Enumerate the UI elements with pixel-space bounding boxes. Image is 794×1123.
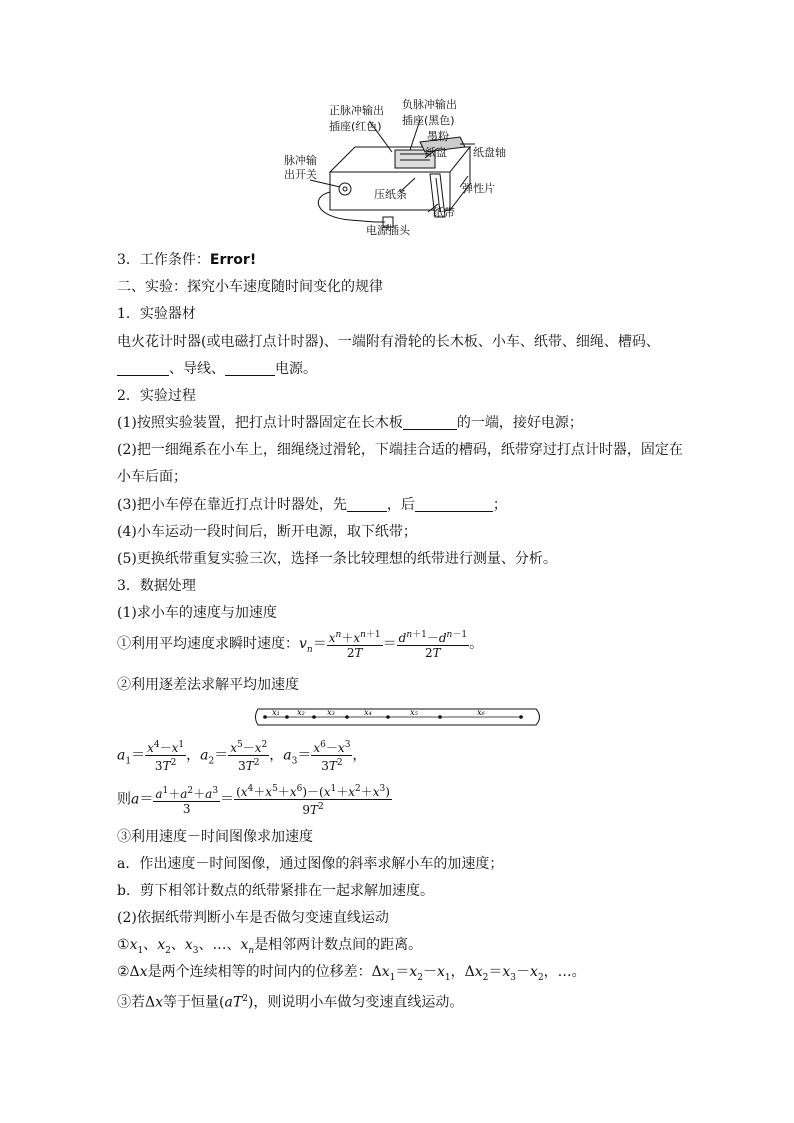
tape-x4: x₄ [364, 708, 372, 717]
heading-procedure: 2．实验过程 [117, 388, 196, 404]
procedure-3b: ，后 [386, 497, 415, 513]
label-paper-disc: 纸盘 [425, 146, 447, 159]
tape-x3: x₃ [327, 708, 335, 717]
data-2-item2-text: 是两个连续相等的时间内的位移差： [147, 964, 372, 980]
data-method-3: ③利用速度－时间图像求加速度 [117, 829, 313, 845]
label-plug: 电源插头 [366, 224, 410, 237]
blank-5[interactable] [415, 497, 493, 512]
average-acceleration-formula: 则a＝ $\frac{a^1+a^2+a^3}{3}$ ＝ $\frac{(x^4+x^5+x^6)-(x^1+x^2+x^3)}{9T^2}$ [117, 784, 390, 817]
work-condition-line [117, 251, 256, 269]
tape-strip [253, 706, 543, 728]
blank-2[interactable] [225, 361, 275, 376]
velocity-formula-label: ①利用平均速度求瞬时速度： [117, 636, 299, 652]
velocity-formula: ①利用平均速度求瞬时速度：$v_n=$ $\frac{x^n+x^{n+1}}{2T}$ ＝ $\frac{d^{n+1}-d^{n-1}}{2T}$ 。 [117, 630, 484, 660]
acceleration-formulas: $a_1=$ $\frac{x^4-x^1}{3T^2}$ ，$a_2=$ $\frac{x^5-x^2}{3T^2}$ ，$a_3=$ $\frac{x^6-x^3}{3T^2}$ ， [117, 740, 367, 773]
data-2: (2)依据纸带判断小车是否做匀变速直线运动 [117, 910, 389, 926]
procedure-5: (5)更换纸带重复实验三次，选择一条比较理想的纸带进行测量、分析。 [117, 551, 557, 567]
procedure-4: (4)小车运动一段时间后，断开电源，取下纸带； [117, 524, 417, 540]
equipment-text-2 [117, 360, 317, 378]
procedure-1a: (1)按照实验装置，把打点计时器固定在长木板 [117, 415, 403, 431]
equipment-wire: 、导线、 [169, 361, 225, 377]
label-disc-axis: 纸盘轴 [473, 146, 506, 159]
label-pos-out-2: 插座(红色) [329, 120, 382, 133]
work-condition-label: 3．工作条件： [117, 252, 210, 268]
tape-x6: x₆ [477, 708, 485, 717]
data-2-item3b: 等于恒量( [163, 994, 225, 1011]
data-2-item3a: ③若Δ [117, 994, 156, 1011]
procedure-2b: 小车后面； [117, 469, 187, 485]
data-method-3a: a．作出速度－时间图像，通过图像的斜率求解小车的加速度； [117, 856, 504, 872]
data-2-item3c: )，则说明小车做匀变速直线运动。 [247, 994, 464, 1011]
tape-x2: x₂ [297, 708, 305, 717]
heading-equipment: 1．实验器材 [117, 306, 196, 322]
procedure-1 [117, 414, 583, 432]
blank-1[interactable] [117, 361, 169, 376]
data-2-item3: ③若Δx等于恒量$(aT^2)$，则说明小车做匀变速直线运动。 [117, 994, 464, 1011]
data-2-item1-text: 是相邻两计数点间的距离。 [254, 937, 423, 953]
procedure-3c: ； [492, 497, 507, 513]
data-method-2: ②利用逐差法求解平均加速度 [117, 677, 299, 693]
procedure-3a: (3)把小车停在靠近打点计时器处，先 [117, 497, 347, 513]
label-neg-out: 负脉冲输出 [402, 98, 457, 111]
equipment-power: 电源。 [275, 361, 317, 377]
label-pulse-switch-2: 出开关 [284, 168, 317, 181]
tape-x5: x₅ [410, 708, 418, 717]
label-pulse-switch: 脉冲输 [284, 154, 317, 167]
blank-4[interactable] [347, 497, 387, 512]
data-2-item1: $①x_1$、$x_2$、$x_3$、…、$x_n$是相邻两计数点间的距离。 [117, 937, 423, 956]
equipment-text: 电火花计时器(或电磁打点计时器)、一端附有滑轮的长木板、小车、纸带、细绳、槽码、 [117, 334, 660, 350]
label-spring: 弹性片 [462, 182, 495, 195]
label-pos-out: 正脉冲输出 [329, 104, 384, 117]
label-press-strip: 压纸条 [374, 188, 407, 201]
data-1: (1)求小车的速度与加速度 [117, 605, 277, 621]
tape-x1: x₁ [272, 708, 280, 717]
procedure-1b: 的一端，接好电源； [456, 415, 583, 431]
section-heading: 二、实验：探究小车速度随时间变化的规律 [117, 279, 383, 295]
procedure-3 [117, 496, 507, 514]
label-tape: 纸带 [433, 206, 455, 219]
label-neg-out-2: 插座(黑色) [402, 114, 455, 127]
formula-then: 则 [117, 791, 131, 808]
data-method-3b: b．剪下相邻计数点的纸带紧排在一起求解加速度。 [117, 883, 434, 899]
label-powder: 墨粉 [427, 130, 449, 143]
work-condition-error: Error! [209, 252, 257, 268]
blank-3[interactable] [403, 415, 457, 430]
procedure-2: (2)把一细绳系在小车上，细绳绕过滑轮，下端挂合适的槽码，纸带穿过打点计时器，固定在 [117, 442, 683, 458]
data-2-item2: ②Δx是两个连续相等的时间内的位移差：$\Delta x_1=x_2-x_1$，$\Delta x_2=x_3-x_2$，…。 [117, 964, 586, 983]
heading-data: 3．数据处理 [117, 578, 196, 594]
